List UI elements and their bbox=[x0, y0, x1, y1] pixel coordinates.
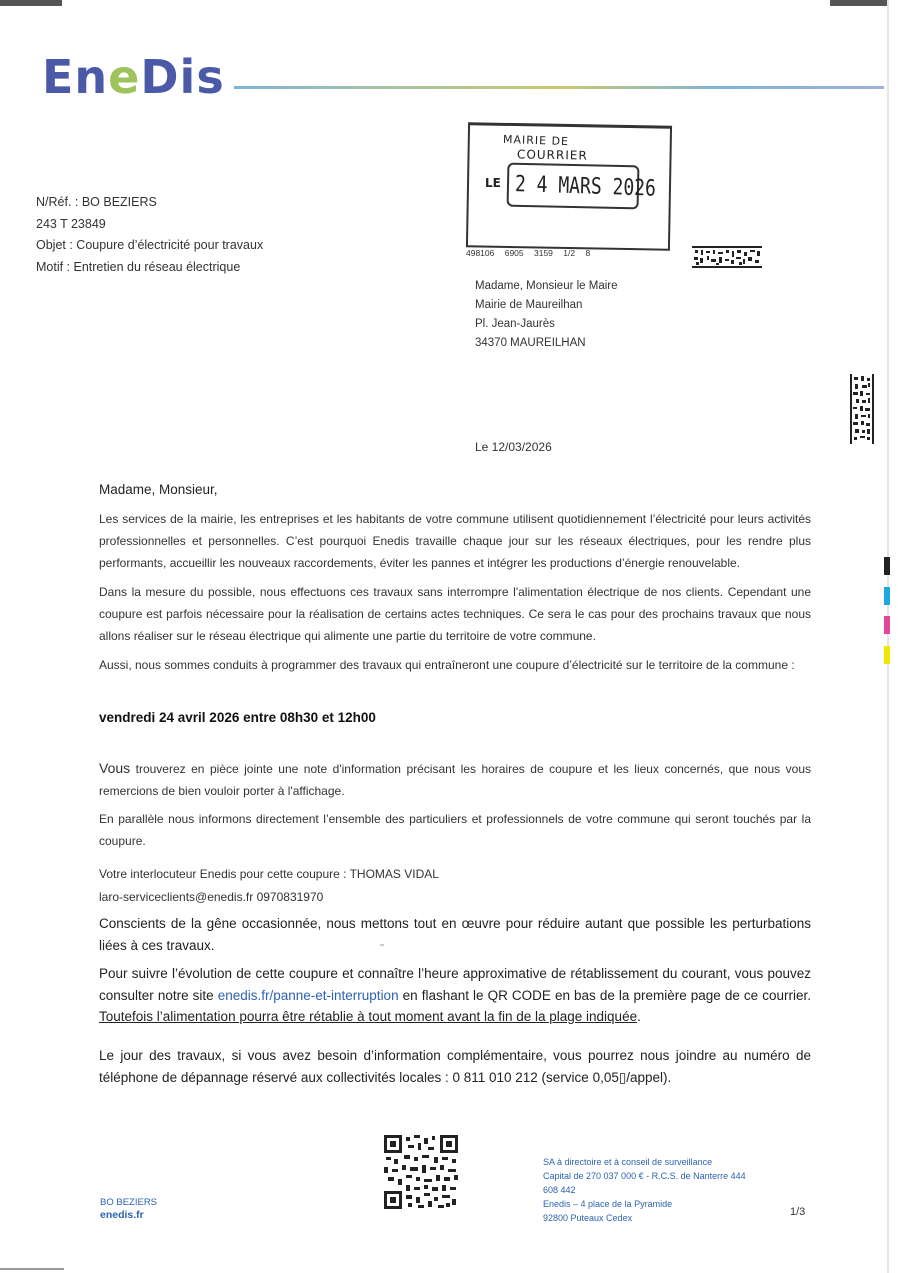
recipient-address bbox=[475, 277, 618, 353]
body-paragraph-4 bbox=[99, 757, 811, 802]
reference-nref: N/Réf. : BO BEZIERS bbox=[36, 195, 157, 209]
contact-person: Votre interlocuteur Enedis pour cette coupure : THOMAS VIDAL bbox=[99, 867, 439, 881]
mail-tracking-code: 498106 6905 3159 1/2 8 bbox=[466, 248, 591, 258]
footer-website[interactable]: enedis.fr bbox=[100, 1209, 144, 1221]
recipient-line: Madame, Monsieur le Maire bbox=[475, 280, 618, 292]
paragraph-text: Pour suivre l’évolution de cette coupure et connaître l’heure approximative de rétablissement du courant, vous pouvez consulter notre site bbox=[99, 966, 811, 1003]
recipient-line: Pl. Jean-Jaurès bbox=[475, 318, 555, 330]
footer-office: BO BEZIERS bbox=[100, 1197, 158, 1208]
contact-block bbox=[99, 863, 439, 909]
reference-motif: Motif : Entretien du réseau électrique bbox=[36, 259, 241, 274]
qr-code[interactable] bbox=[384, 1135, 458, 1209]
body-paragraph-5: En parallèle nous informons directement l’ensemble des particuliers et professionnels de votre commune qui seront touchés par la coupure. bbox=[99, 812, 811, 848]
print-swatch-cyan bbox=[884, 587, 890, 605]
body-paragraph-6: Conscients de la gêne occasionnée, nous mettons tout en œuvre pour réduire autant que possible les perturbations liées à ces travaux. bbox=[99, 916, 811, 953]
footer-legal-line: Enedis – 4 place de la Pyramide bbox=[543, 1199, 673, 1209]
footer-legal-line: 608 442 bbox=[543, 1185, 576, 1195]
footer-legal-line: SA à directoire et à conseil de surveillance bbox=[543, 1157, 713, 1167]
datamatrix-barcode bbox=[692, 246, 762, 268]
stamp-date: 2 4 MARS 2026 bbox=[514, 171, 657, 202]
paragraph-end: . bbox=[637, 1009, 641, 1024]
logo-part: En bbox=[42, 50, 109, 104]
footer-legal-line: Capital de 270 037 000 € - R.C.S. de Nanterre 444 bbox=[543, 1171, 746, 1181]
body-paragraph-3: Aussi, nous sommes conduits à programmer des travaux qui entraîneront une coupure d’électricité sur le territoire de la commune : bbox=[99, 658, 795, 672]
salutation: Madame, Monsieur, bbox=[99, 482, 218, 497]
scan-edge-mark bbox=[0, 1268, 64, 1270]
contact-email-phone: laro-serviceclients@enedis.fr 0970831970 bbox=[99, 890, 324, 904]
underlined-notice: Toutefois l’alimentation pourra être rétablie à tout moment avant la fin de la plage indiquée bbox=[99, 1009, 638, 1024]
footer-legal-line: 92800 Puteaux Cedex bbox=[543, 1213, 633, 1223]
reference-number: 243 T 23849 bbox=[36, 216, 106, 231]
page-number: 1/3 bbox=[790, 1206, 806, 1218]
logo-part-accent: e bbox=[108, 50, 141, 104]
enedis-logo bbox=[42, 50, 225, 104]
scan-edge-shadow bbox=[887, 0, 889, 1273]
footer-legal bbox=[543, 1155, 746, 1225]
outage-info-link[interactable]: enedis.fr/panne-et-interruption bbox=[217, 987, 399, 1003]
scan-edge-mark bbox=[830, 0, 888, 6]
body-paragraph-7 bbox=[99, 963, 811, 1028]
scan-edge-mark bbox=[0, 0, 62, 6]
outage-date: vendredi 24 avril 2026 entre 08h30 et 12h00 bbox=[99, 710, 376, 725]
recipient-line: 34370 MAUREILHAN bbox=[475, 337, 586, 349]
logo-part: Dis bbox=[140, 50, 225, 104]
letter-date: Le 12/03/2026 bbox=[475, 440, 552, 454]
body-paragraph-2: Dans la mesure du possible, nous effectuons ces travaux sans interrompre l'alimentation électrique de nos clients. Cependant une coupure est parfois nécessaire pour la réalisation de certains actes techniques. Ce sera le cas pour des prochains travaux que nous allons réaliser sur le réseau électrique qui alimente une partie du territoire de votre commune. bbox=[99, 585, 811, 643]
recipient-line: Mairie de Maureilhan bbox=[475, 299, 583, 311]
header-rule bbox=[234, 86, 884, 89]
paragraph-rest: trouverez en pièce jointe une note d'information précisant les horaires de coupure et les lieux concernés, que nous vous remercions de bien vouloir porter à l'affichage. bbox=[99, 762, 811, 798]
stamp-courrier: COURRIER bbox=[516, 147, 588, 163]
received-stamp bbox=[467, 124, 671, 248]
print-swatch-black bbox=[884, 557, 890, 575]
footer-left bbox=[100, 1196, 157, 1222]
stamp-le: LE bbox=[485, 176, 501, 190]
print-swatch-yellow bbox=[884, 646, 890, 664]
stamp-mairie: MAIRIE DE bbox=[502, 132, 570, 149]
reference-objet: Objet : Coupure d’électricité pour travaux bbox=[36, 238, 264, 252]
paragraph-text: en flashant le QR CODE en bas de la première page de ce courrier. bbox=[398, 987, 812, 1003]
side-datamatrix-barcode bbox=[850, 374, 874, 444]
body-paragraph-1: Les services de la mairie, les entreprises et les habitants de votre commune utilisent quotidiennement l’électricité pour leurs activités professionnelles et personnelles. C’est pourquoi Enedis travaille chaque jour sur les réseaux électriques, pour les rendre plus performants, accueillir les nouveaux raccordements, éviter les pannes et intégrer les productions d’énergie renouvelable. bbox=[99, 512, 811, 570]
print-swatch-magenta bbox=[884, 616, 890, 634]
paragraph-first-word: Vous bbox=[99, 760, 131, 776]
body-paragraph-8: Le jour des travaux, si vous avez besoin d’information complémentaire, vous pourrez nous joindre au numéro de téléphone de dépannage réservé aux collectivités locales : 0 811 010 212 (service 0,05▯/appel). bbox=[99, 1048, 811, 1085]
reference-block bbox=[36, 192, 263, 278]
